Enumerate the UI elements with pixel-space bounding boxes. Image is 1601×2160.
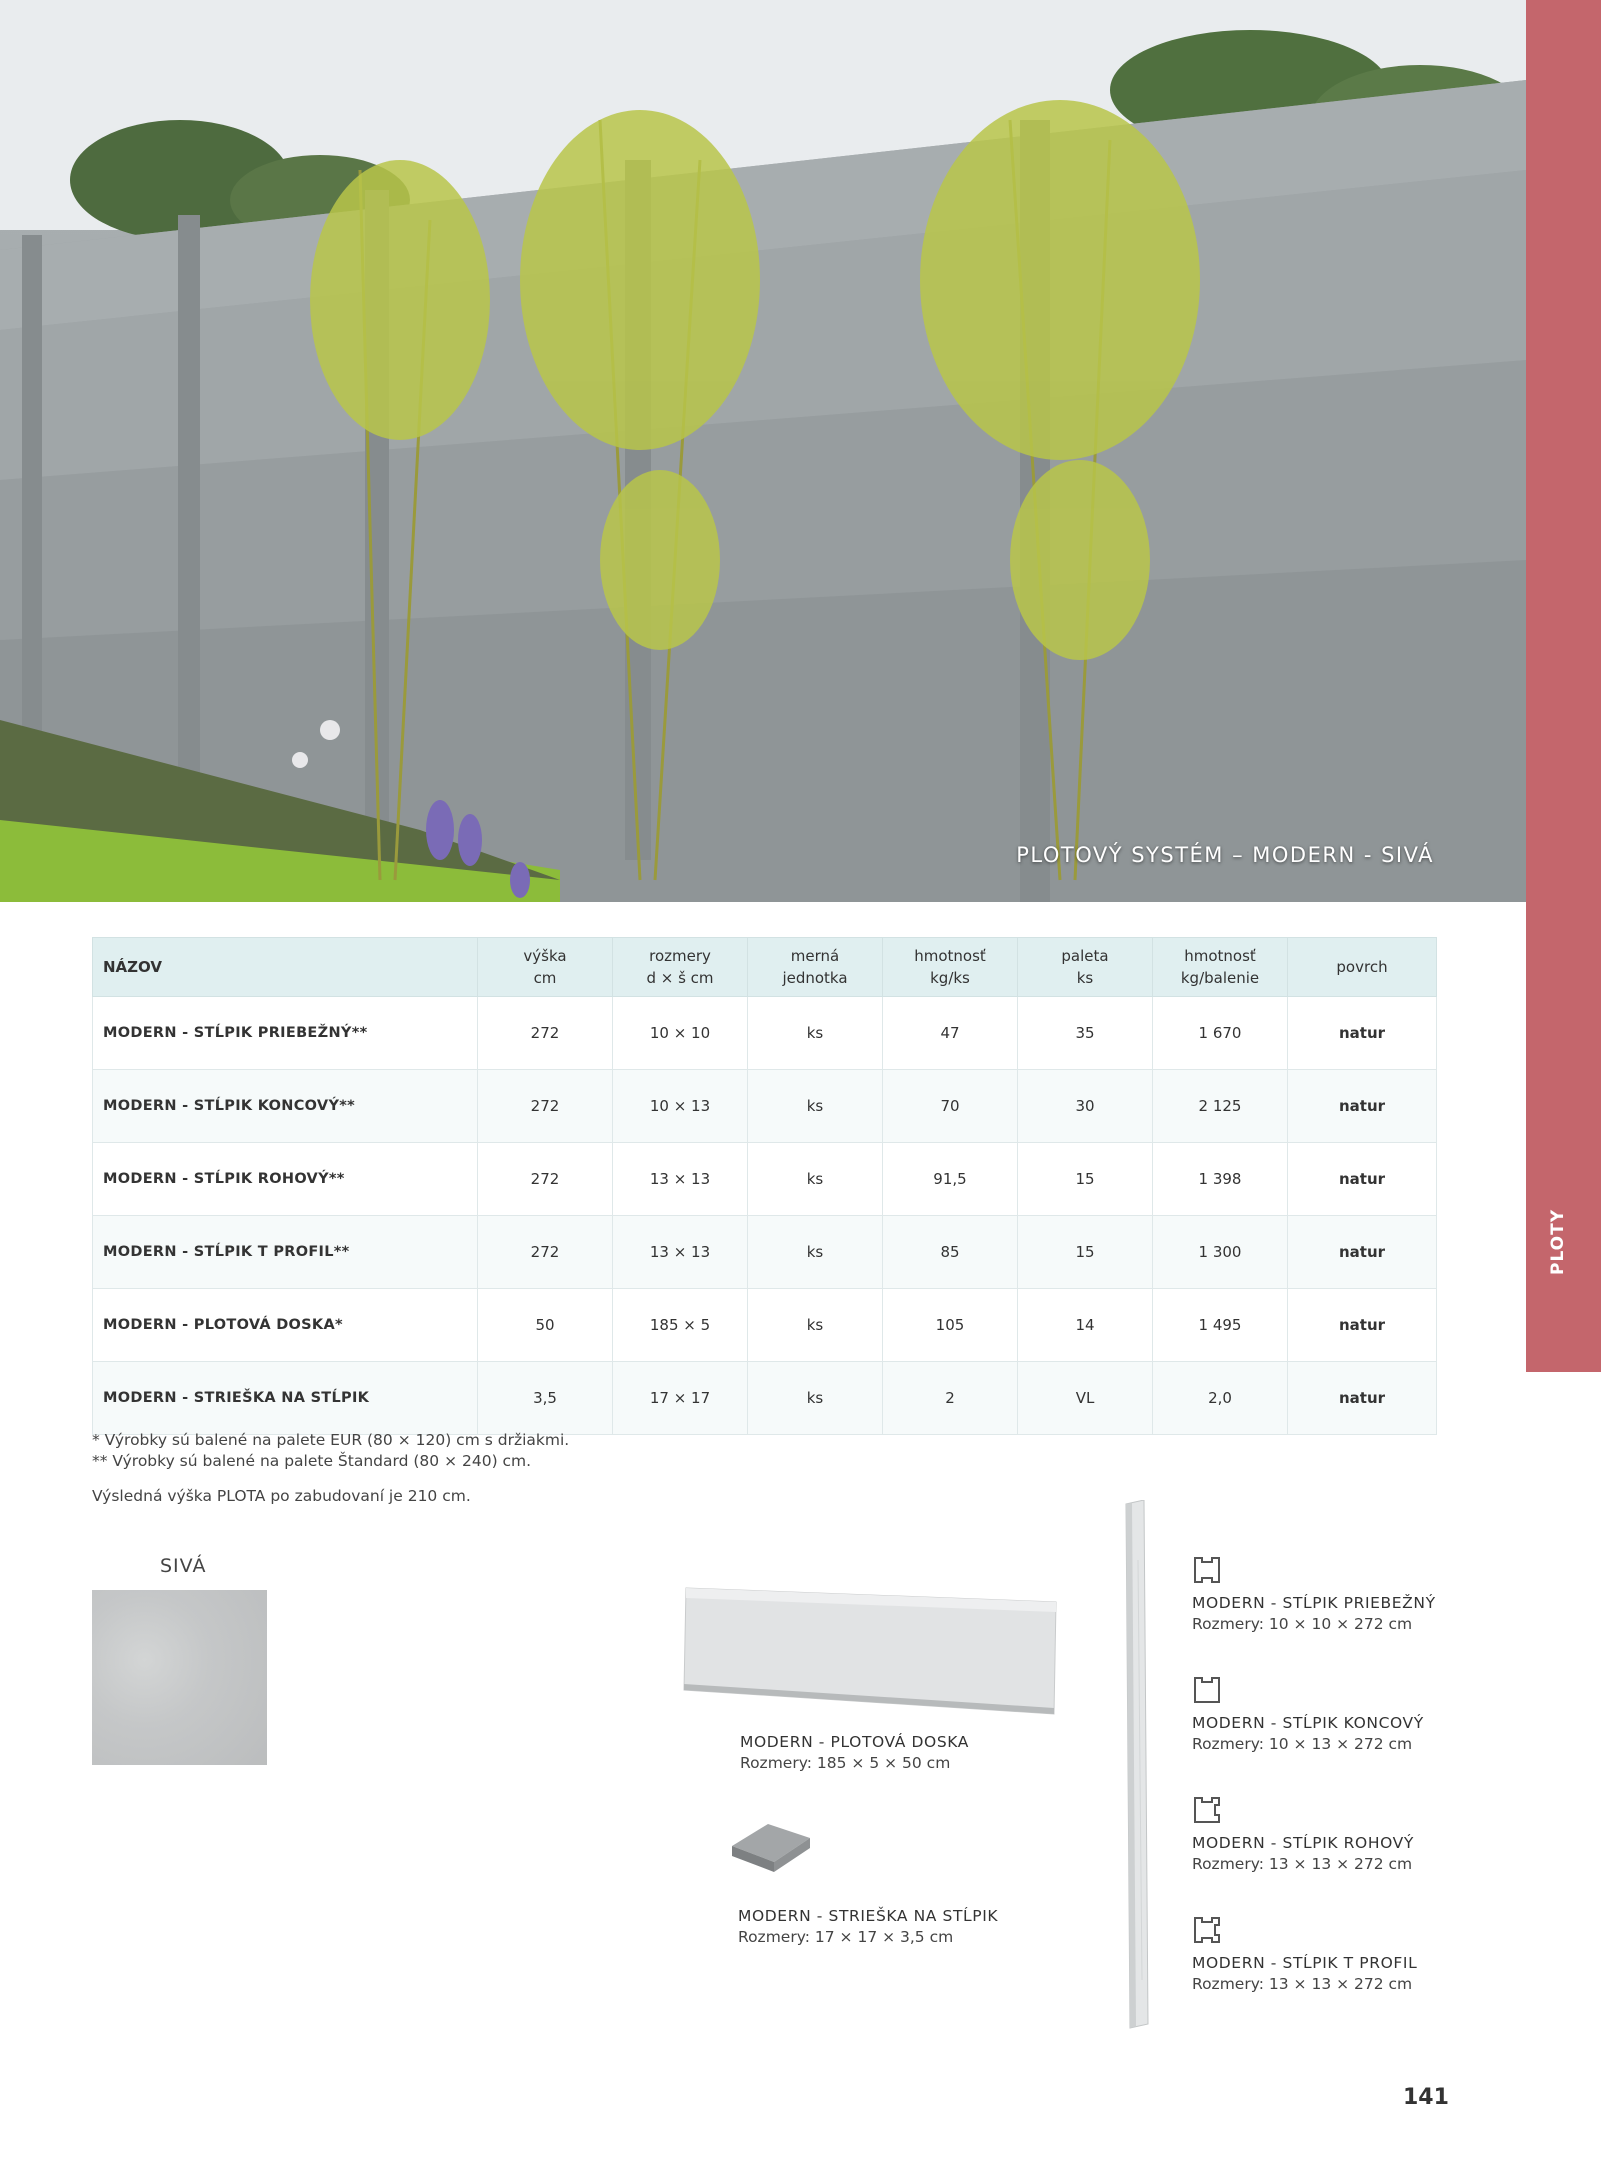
- header-weight: hmotnosť kg/ks: [883, 938, 1018, 997]
- cell-name: MODERN - PLOTOVÁ DOSKA*: [93, 1289, 478, 1362]
- footnote-eur-pallet: * Výrobky sú balené na palete EUR (80 × 120) cm s držiakmi.: [92, 1431, 570, 1449]
- spec-table: [92, 937, 1437, 1435]
- cell-pallet: 35: [1018, 997, 1153, 1070]
- cell-finish: natur: [1288, 1143, 1437, 1216]
- cell-finish: natur: [1288, 1216, 1437, 1289]
- product-post-through: [1192, 1593, 1436, 1635]
- cell-unit: ks: [748, 1289, 883, 1362]
- header-unit: merná jednotka: [748, 938, 883, 997]
- product-board-dims: Rozmery: 185 × 5 × 50 cm: [740, 1754, 951, 1772]
- product-post-corner: [1192, 1833, 1414, 1875]
- cell-weight: 70: [883, 1070, 1018, 1143]
- product-cap: [738, 1906, 998, 1948]
- header-height: výška cm: [478, 938, 613, 997]
- post-profile-t-icon: [1192, 1915, 1222, 1945]
- fence-post-image: [1118, 1500, 1154, 2030]
- cell-height: 272: [478, 1070, 613, 1143]
- product-post-t-title: MODERN - STĹPIK T PROFIL: [1192, 1954, 1418, 1972]
- cell-height: 3,5: [478, 1362, 613, 1435]
- cell-weight: 2: [883, 1362, 1018, 1435]
- table-row: [93, 1143, 1437, 1216]
- header-finish: povrch: [1288, 938, 1437, 997]
- cell-dimensions: 10 × 13: [613, 1070, 748, 1143]
- header-pallet: paleta ks: [1018, 938, 1153, 997]
- fence-illustration: [0, 0, 1526, 902]
- cell-height: 272: [478, 1216, 613, 1289]
- table-row: [93, 1216, 1437, 1289]
- cell-finish: natur: [1288, 1362, 1437, 1435]
- cell-height: 50: [478, 1289, 613, 1362]
- cell-finish: natur: [1288, 1070, 1437, 1143]
- product-cap-title: MODERN - STRIEŠKA NA STĹPIK: [738, 1907, 999, 1925]
- table-row: [93, 997, 1437, 1070]
- product-post-t: [1192, 1953, 1417, 1995]
- cell-pallet: 30: [1018, 1070, 1153, 1143]
- page-number: 141: [1403, 2085, 1449, 2110]
- header-name: NÁZOV: [93, 938, 478, 997]
- product-board: [740, 1732, 969, 1774]
- cell-pallet: 14: [1018, 1289, 1153, 1362]
- cell-name: MODERN - STĹPIK T PROFIL**: [93, 1216, 478, 1289]
- cell-unit: ks: [748, 1070, 883, 1143]
- product-post-through-title: MODERN - STĹPIK PRIEBEŽNÝ: [1192, 1594, 1436, 1612]
- section-tab: [1526, 0, 1601, 1372]
- product-post-through-dims: Rozmery: 10 × 10 × 272 cm: [1192, 1615, 1413, 1633]
- footnotes: [92, 1430, 569, 1507]
- cell-dimensions: 17 × 17: [613, 1362, 748, 1435]
- product-board-title: MODERN - PLOTOVÁ DOSKA: [740, 1733, 969, 1751]
- post-profile-end-icon: [1192, 1675, 1222, 1705]
- cell-package-weight: 1 495: [1153, 1289, 1288, 1362]
- post-profile-corner-icon: [1192, 1795, 1222, 1825]
- product-post-end-dims: Rozmery: 10 × 13 × 272 cm: [1192, 1735, 1413, 1753]
- cell-package-weight: 1 670: [1153, 997, 1288, 1070]
- cell-name: MODERN - STĹPIK KONCOVÝ**: [93, 1070, 478, 1143]
- post-profile-through-icon: [1192, 1555, 1222, 1585]
- cell-finish: natur: [1288, 997, 1437, 1070]
- cell-dimensions: 185 × 5: [613, 1289, 748, 1362]
- cell-package-weight: 2 125: [1153, 1070, 1288, 1143]
- product-post-t-dims: Rozmery: 13 × 13 × 272 cm: [1192, 1975, 1413, 1993]
- note-final-height: Výsledná výška PLOTA po zabudovaní je 210 cm.: [92, 1487, 471, 1505]
- cell-unit: ks: [748, 1216, 883, 1289]
- table-row: [93, 1362, 1437, 1435]
- table-row: [93, 1289, 1437, 1362]
- product-post-end-title: MODERN - STĹPIK KONCOVÝ: [1192, 1714, 1424, 1732]
- cell-unit: ks: [748, 997, 883, 1070]
- cell-dimensions: 13 × 13: [613, 1143, 748, 1216]
- cell-weight: 91,5: [883, 1143, 1018, 1216]
- cell-finish: natur: [1288, 1289, 1437, 1362]
- cell-pallet: 15: [1018, 1143, 1153, 1216]
- post-cap-image: [728, 1818, 814, 1874]
- cell-weight: 47: [883, 997, 1018, 1070]
- footnote-standard-pallet: ** Výrobky sú balené na palete Štandard (80 × 240) cm.: [92, 1452, 532, 1470]
- header-package-weight: hmotnosť kg/balenie: [1153, 938, 1288, 997]
- section-tab-label: PLOTY: [1548, 1208, 1568, 1275]
- header-dimensions: rozmery d × š cm: [613, 938, 748, 997]
- swatch-label: SIVÁ: [160, 1555, 207, 1577]
- hero-photo: [0, 0, 1526, 902]
- cell-name: MODERN - STĹPIK ROHOVÝ**: [93, 1143, 478, 1216]
- table-header-row: [93, 938, 1437, 997]
- cell-package-weight: 1 398: [1153, 1143, 1288, 1216]
- hero-caption: PLOTOVÝ SYSTÉM – MODERN - SIVÁ: [1016, 843, 1434, 867]
- cell-dimensions: 13 × 13: [613, 1216, 748, 1289]
- cell-height: 272: [478, 1143, 613, 1216]
- table-row: [93, 1070, 1437, 1143]
- cell-height: 272: [478, 997, 613, 1070]
- cell-unit: ks: [748, 1143, 883, 1216]
- cell-weight: 85: [883, 1216, 1018, 1289]
- cell-pallet: VL: [1018, 1362, 1153, 1435]
- cell-name: MODERN - STRIEŠKA NA STĹPIK: [93, 1362, 478, 1435]
- product-cap-dims: Rozmery: 17 × 17 × 3,5 cm: [738, 1928, 954, 1946]
- cell-package-weight: 1 300: [1153, 1216, 1288, 1289]
- cell-pallet: 15: [1018, 1216, 1153, 1289]
- cell-dimensions: 10 × 10: [613, 997, 748, 1070]
- product-post-end: [1192, 1713, 1424, 1755]
- color-swatch-gray: [92, 1590, 267, 1765]
- cell-weight: 105: [883, 1289, 1018, 1362]
- product-post-corner-title: MODERN - STĹPIK ROHOVÝ: [1192, 1834, 1414, 1852]
- cell-package-weight: 2,0: [1153, 1362, 1288, 1435]
- cell-name: MODERN - STĹPIK PRIEBEŽNÝ**: [93, 997, 478, 1070]
- fence-board-image: [680, 1580, 1060, 1720]
- cell-unit: ks: [748, 1362, 883, 1435]
- product-post-corner-dims: Rozmery: 13 × 13 × 272 cm: [1192, 1855, 1413, 1873]
